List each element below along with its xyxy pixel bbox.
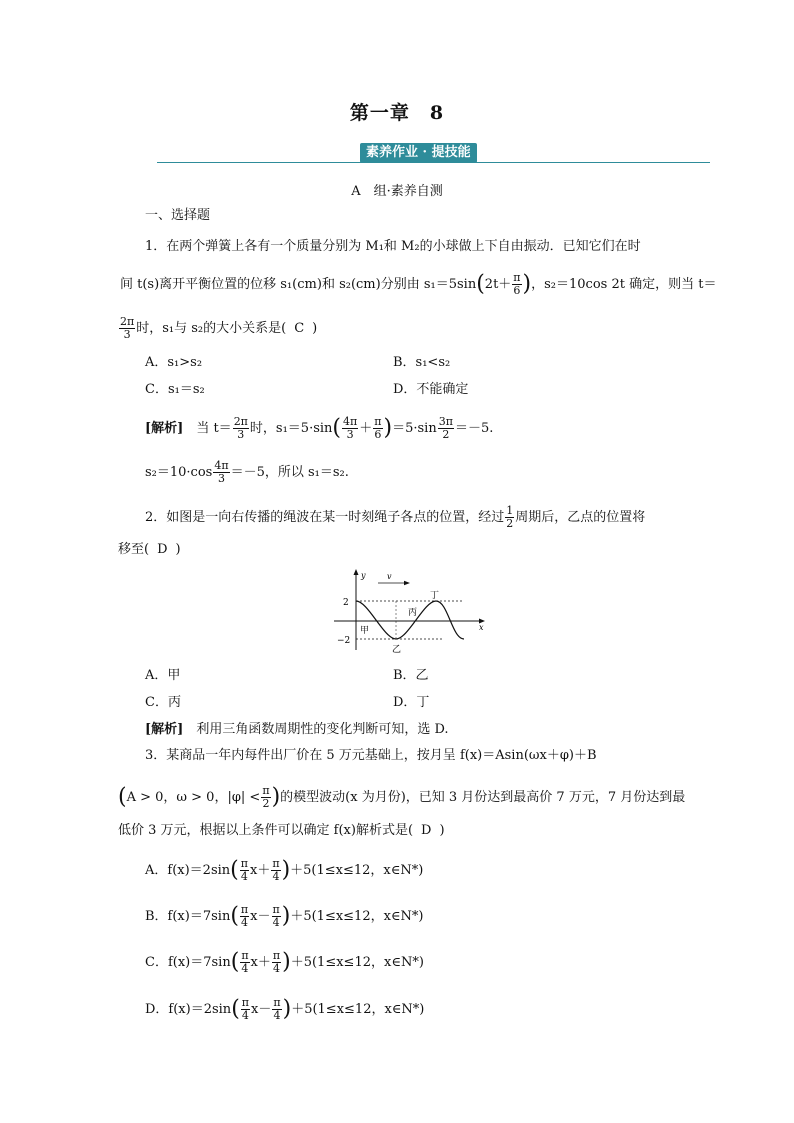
banner-rule bbox=[157, 162, 710, 163]
label-yi: 乙 bbox=[392, 644, 402, 654]
q1-analysis-line2: s₂＝10·cos $\frac{4\pi}{3}$ ＝－5，所以 s₁＝s₂. bbox=[145, 459, 349, 485]
q1-option-d: D．不能确定 bbox=[393, 382, 469, 397]
q3-option-d: D．f(x)＝2sin( $\frac{\pi}{4}$ x－ $\frac{\pi}{4}$ )＋5(1≤x≤12，x∈N*) bbox=[145, 996, 425, 1022]
fraction: $\frac{\pi}{6}$ bbox=[513, 271, 521, 297]
q1-line1: 1．在两个弹簧上各有一个质量分别为 M₁和 M₂的小球做上下自由振动．已知它们在时 bbox=[145, 239, 641, 254]
y-axis-arrow bbox=[354, 569, 359, 575]
tick-2: 2 bbox=[343, 598, 349, 608]
q3-line3: 低价 3 万元，根据以上条件可以确定 f(x)解析式是( D ) bbox=[118, 823, 445, 838]
q1-line2: 间 t(s)离开平衡位置的位移 s₁(cm)和 s₂(cm)分别由 s₁＝5sin(2t＋ $\frac{\pi}{6}$ )，s₂＝10cos 2t 确定，则当 t＝ bbox=[120, 271, 717, 297]
q2-option-a: A．甲 bbox=[145, 668, 181, 683]
tick-minus-2: −2 bbox=[337, 636, 351, 646]
q3-option-c: C．f(x)＝7sin( $\frac{\pi}{4}$ x＋ $\frac{\pi}{4}$ )＋5(1≤x≤12，x∈N*) bbox=[145, 949, 424, 975]
chapter-title: 第一章 8 bbox=[349, 102, 445, 124]
q1-option-c: C．s₁＝s₂ bbox=[145, 382, 205, 397]
part-heading: 一、选择题 bbox=[145, 208, 211, 223]
q3-option-a: A．f(x)＝2sin( $\frac{\pi}{4}$ x＋ $\frac{\pi}{4}$ )＋5(1≤x≤12，x∈N*) bbox=[145, 857, 424, 883]
group-title: A 组·素养自测 bbox=[351, 184, 443, 199]
q1-option-b: B．s₁<s₂ bbox=[393, 355, 451, 370]
x-axis-label: x bbox=[479, 623, 484, 632]
q3-line2: (A > 0，ω > 0，|φ| < $\frac{\pi}{2}$ )的模型波动(x 为月份)，已知 3 月份达到最高价 7 万元，7 月份达到最 bbox=[118, 784, 686, 810]
velocity-label: v bbox=[387, 572, 392, 581]
q2-answer: D bbox=[157, 542, 168, 557]
q2-option-c: C．丙 bbox=[145, 695, 181, 710]
y-axis-label: y bbox=[361, 571, 366, 580]
section-banner: 素养作业 · 提技能 bbox=[360, 143, 477, 163]
q1-line3: $\frac{2\pi}{3}$ 时，s₁与 s₂的大小关系是( C ) bbox=[120, 315, 318, 341]
rope-wave-figure bbox=[330, 566, 490, 654]
q2-line2: 移至( D ) bbox=[118, 542, 181, 557]
q2-analysis: [解析] 利用三角函数周期性的变化判断可知，选 D. bbox=[145, 722, 449, 737]
q2-option-b: B．乙 bbox=[393, 668, 429, 683]
label-jia: 甲 bbox=[360, 625, 370, 635]
q3-answer: D bbox=[421, 823, 432, 838]
label-ding: 丁 bbox=[430, 590, 440, 600]
q2-line1: 2．如图是一向右传播的绳波在某一时刻绳子各点的位置，经过 $\frac{1}{2}$ 周期后，乙点的位置将 bbox=[145, 504, 646, 530]
q3-line1: 3．某商品一年内每件出厂价在 5 万元基础上，按月呈 f(x)＝Asin(ωx＋φ)＋B bbox=[145, 748, 597, 763]
q1-answer: C bbox=[294, 321, 305, 336]
q3-option-b: B．f(x)＝7sin( $\frac{\pi}{4}$ x－ $\frac{\pi}{4}$ )＋5(1≤x≤12，x∈N*) bbox=[145, 903, 424, 929]
q1-option-a: A．s₁>s₂ bbox=[145, 355, 203, 370]
q2-option-d: D．丁 bbox=[393, 695, 430, 710]
q1-analysis: [解析] 当 t＝ $\frac{2\pi}{3}$ 时，s₁＝5·sin( $\frac{4\pi}{3}$ ＋ $\frac{\pi}{6}$ )＝5·sin $\frac{3\pi}{2}$ ＝－5. bbox=[145, 415, 494, 441]
velocity-arrowhead bbox=[404, 581, 410, 585]
label-bing: 丙 bbox=[408, 607, 418, 617]
